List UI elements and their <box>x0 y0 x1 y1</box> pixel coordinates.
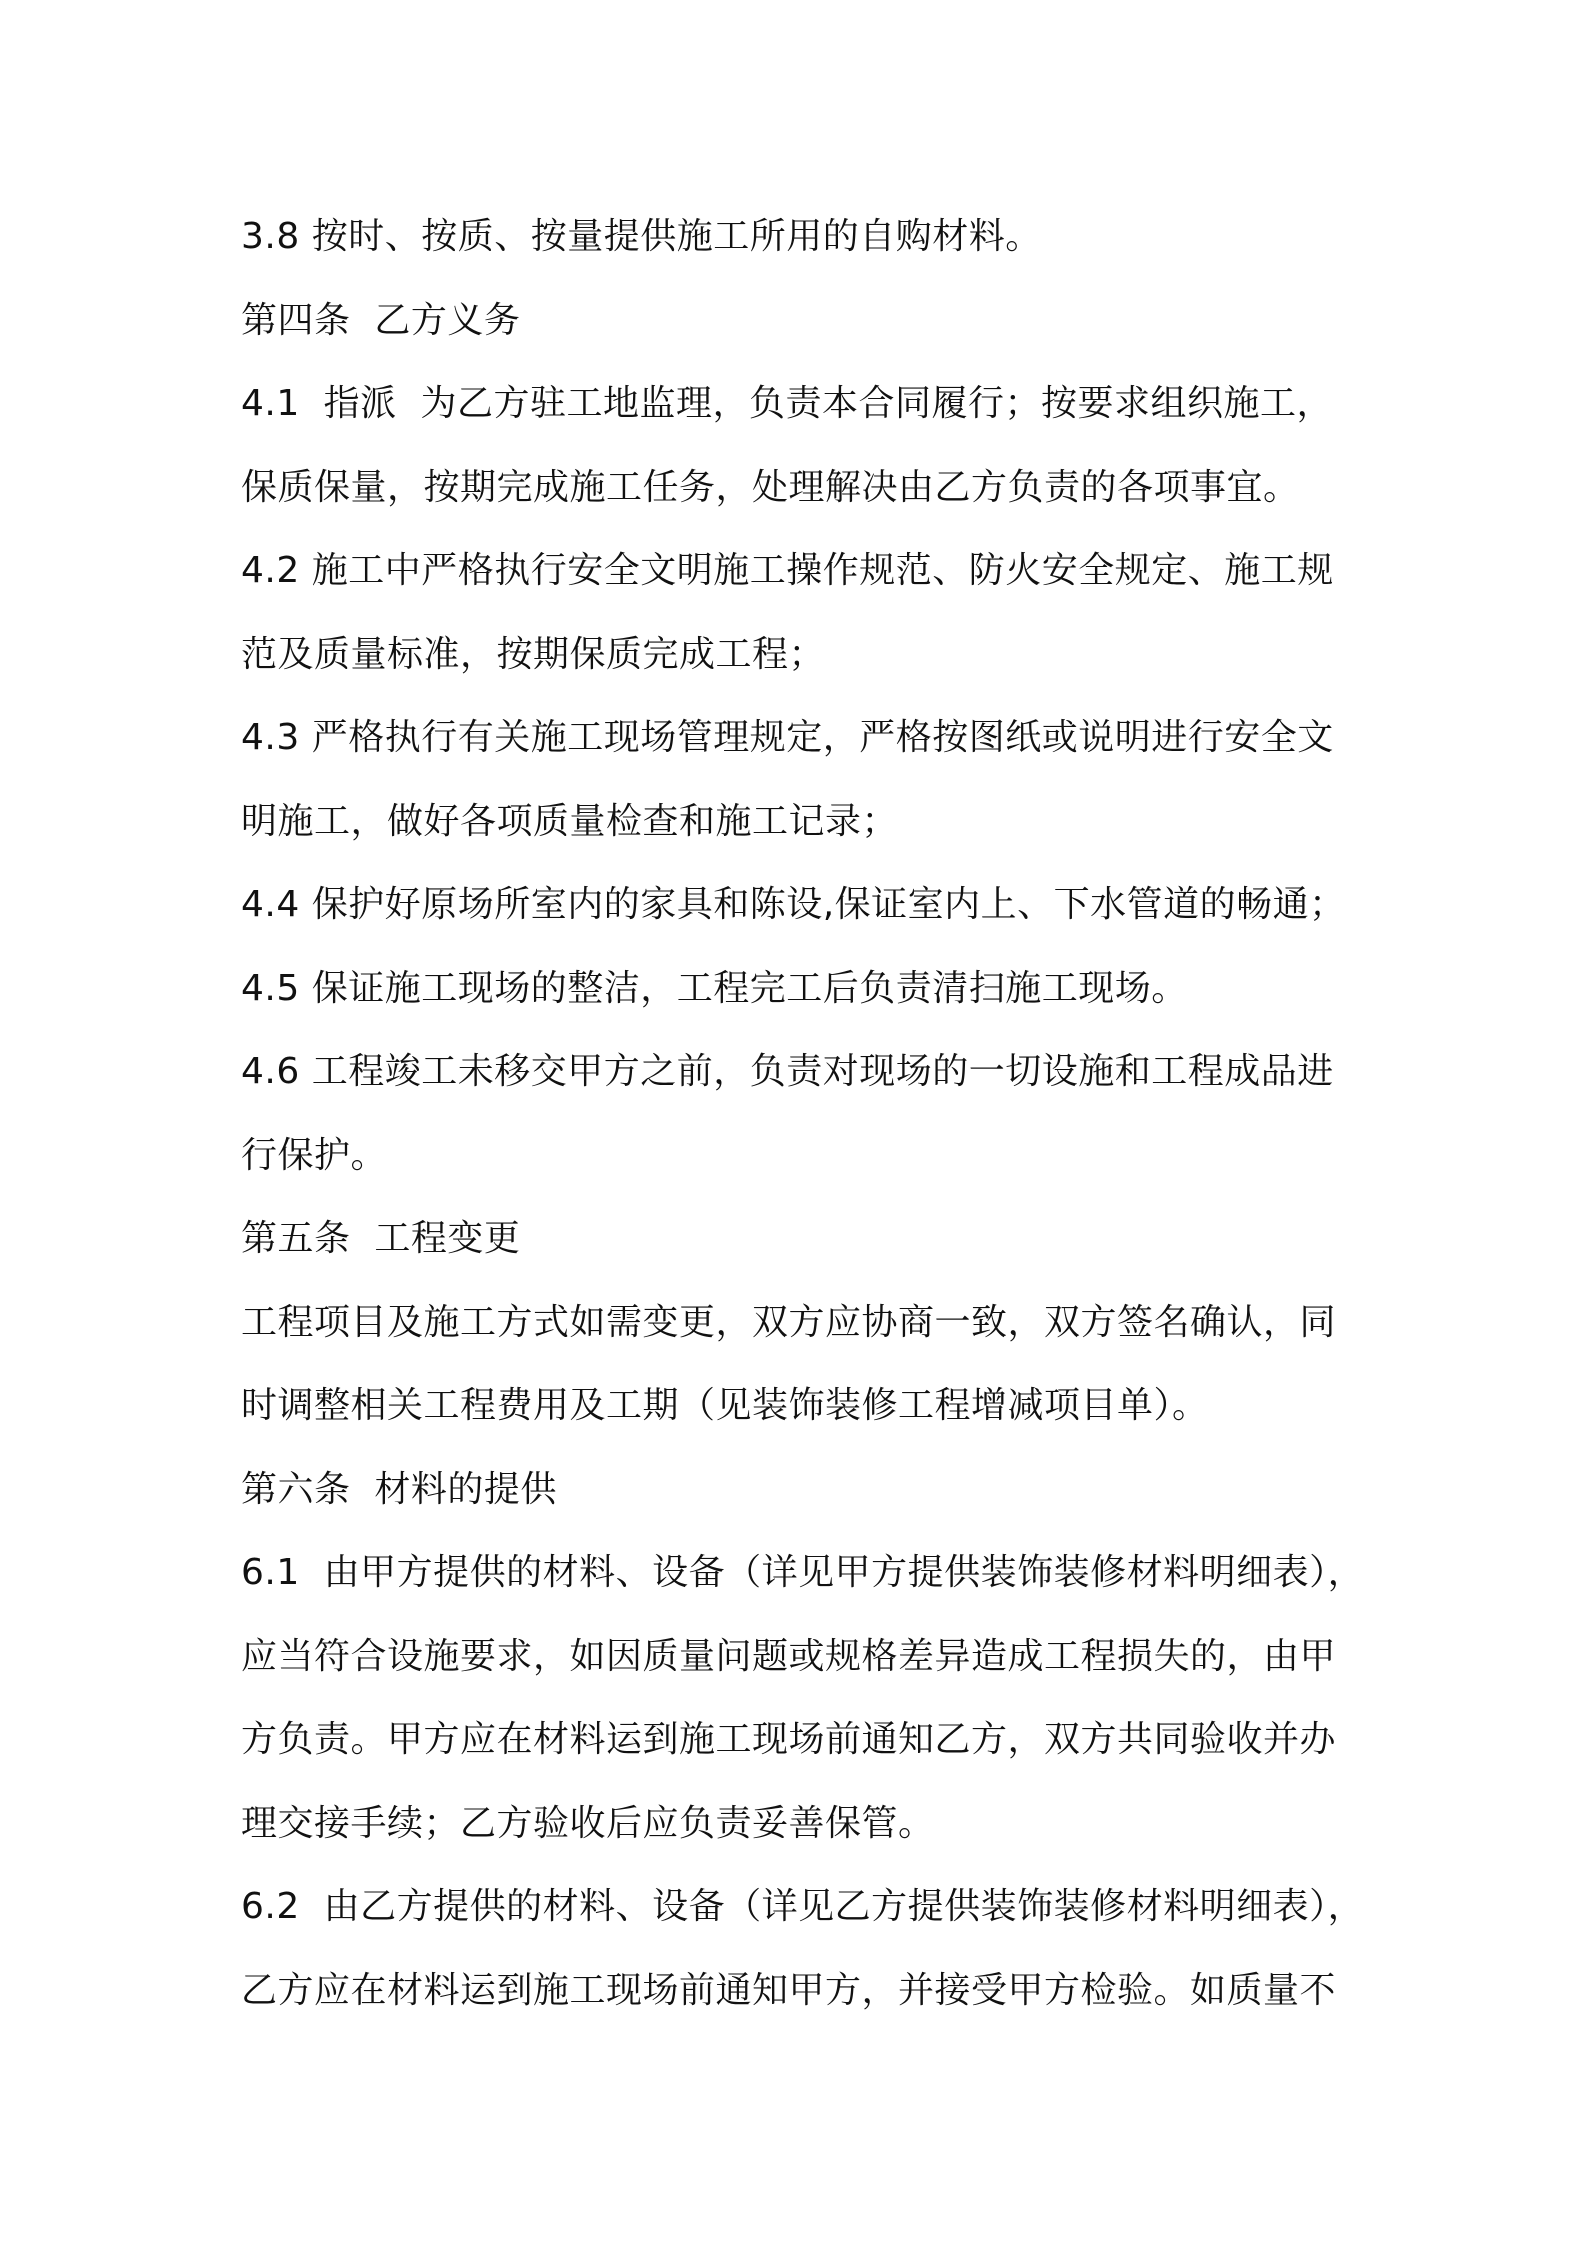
clause-4-1-line-1: 4.1 指派 为乙方驻工地监理，负责本合同履行；按要求组织施工， <box>241 383 1334 424</box>
clause-6-2-line-2: 乙方应在材料运到施工现场前通知甲方，并接受甲方检验。如质量不 <box>241 1969 1337 2011</box>
clause-4-6-line-2: 行保护。 <box>241 1134 388 1176</box>
article-6-heading: 第六条 材料的提供 <box>241 1468 557 1510</box>
document-body <box>241 195 1391 2032</box>
clause-4-3-line-1: 4.3 严格执行有关施工现场管理规定，严格按图纸或说明进行安全文 <box>241 717 1334 758</box>
clause-4-4: 4.4 保护好原场所室内的家具和陈设,保证室内上、下水管道的畅通； <box>241 884 1346 925</box>
article-5-text-line-1: 工程项目及施工方式如需变更，双方应协商一致，双方签名确认，同 <box>241 1301 1337 1343</box>
clause-6-1-line-2: 应当符合设施要求，如因质量问题或规格差异造成工程损失的，由甲 <box>241 1635 1337 1677</box>
clause-4-2-line-2: 范及质量标准，按期保质完成工程； <box>241 633 826 675</box>
clause-6-1-line-1: 6.1 由甲方提供的材料、设备（详见甲方提供装饰装修材料明细表）， <box>241 1552 1365 1593</box>
article-5-text-line-2: 时调整相关工程费用及工期（见装饰装修工程增减项目单）。 <box>241 1385 1209 1426</box>
clause-6-1-line-3: 方负责。甲方应在材料运到施工现场前通知乙方，双方共同验收并办 <box>241 1719 1337 1760</box>
clause-3-8: 3.8 按时、按质、按量提供施工所用的自购材料。 <box>241 216 1042 257</box>
article-5-heading: 第五条 工程变更 <box>241 1218 521 1259</box>
clause-4-1-line-2: 保质保量，按期完成施工任务，处理解决由乙方负责的各项事宜。 <box>241 466 1300 508</box>
clause-4-5: 4.5 保证施工现场的整洁，工程完工后负责清扫施工现场。 <box>241 967 1188 1009</box>
clause-6-1-line-4: 理交接手续；乙方验收后应负责妥善保管。 <box>241 1802 935 1844</box>
clause-4-3-line-2: 明施工，做好各项质量检查和施工记录； <box>241 800 899 842</box>
clause-6-2-line-1: 6.2 由乙方提供的材料、设备（详见乙方提供装饰装修材料明细表）， <box>241 1886 1365 1927</box>
clause-4-6-line-1: 4.6 工程竣工未移交甲方之前，负责对现场的一切设施和工程成品进 <box>241 1051 1334 1092</box>
article-4-heading: 第四条 乙方义务 <box>241 299 521 341</box>
clause-4-2-line-1: 4.2 施工中严格执行安全文明施工操作规范、防火安全规定、施工规 <box>241 550 1334 591</box>
